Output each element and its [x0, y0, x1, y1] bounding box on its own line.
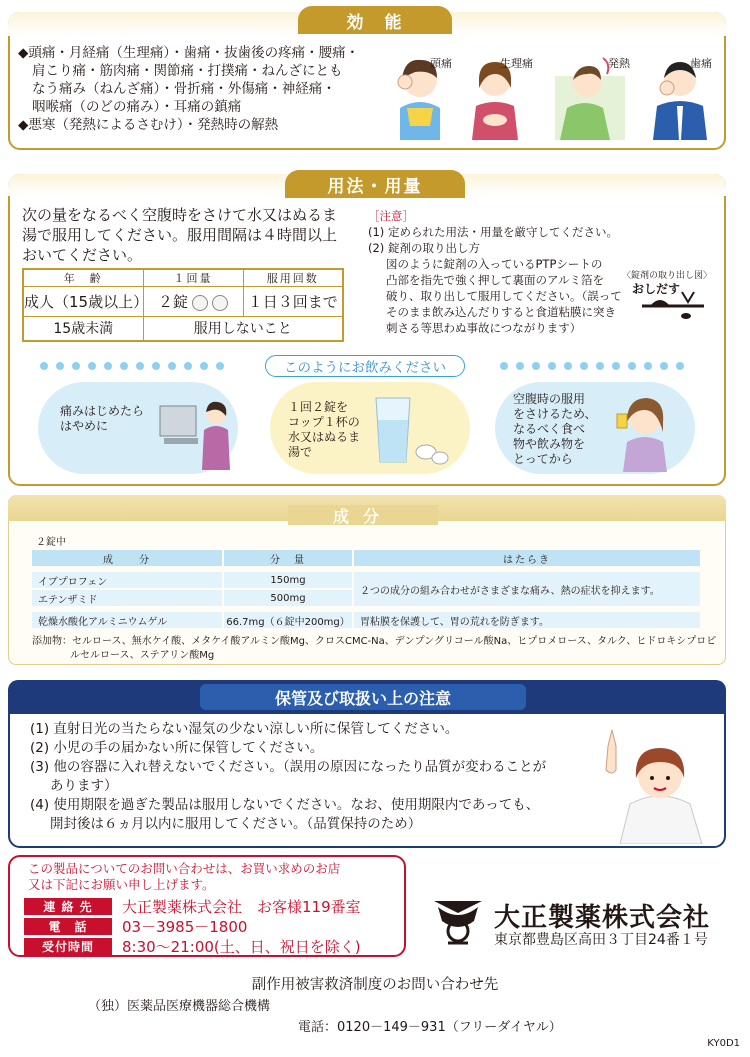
caution-item-2-line-d: そのまま飲み込んだりすると食道粘膜に突き	[386, 305, 616, 319]
contact-box	[8, 855, 406, 957]
eating-woman-illustration	[605, 388, 685, 472]
toothache-label: 歯痛	[690, 57, 712, 70]
ptp-press-illustration	[640, 288, 706, 322]
usage-title: 用法・用量	[285, 170, 465, 198]
storage-item-3-cont: あります）	[50, 778, 118, 794]
contact-label-phone: 電 話	[24, 918, 112, 935]
contact-row-hours	[24, 937, 361, 956]
contact-lead-line-1: この製品についてのお問い合わせは、お買い求めのお店	[28, 861, 341, 876]
storage-item-3: (3) 他の容器に入れ替えないでください。（誤用の原因になったり品質が変わることが	[30, 759, 547, 775]
maker-address: 東京都豊島区高田３丁目24番１号	[494, 932, 708, 948]
usage-lead-line-1: 次の量をなるべく空腹時をさけて水又はぬるま	[22, 206, 338, 224]
caution-item-2-line-c: 破り、取り出して服用してください。（誤って	[386, 289, 622, 303]
usage-lead-line-2: 湯で服用してください。服用間隔は４時間以上	[22, 226, 338, 244]
tablet-icon	[192, 295, 208, 311]
contact-lead	[28, 861, 340, 893]
ingredient-effect-combined: ２つの成分の組み合わせがさまざまな痛み、熱の症状を抑えます。	[354, 572, 700, 606]
dosage-header-dose: １回量	[143, 269, 243, 287]
ingredient-name-ibuprofen: イブプロフェン	[32, 572, 222, 588]
contact-value-company: 大正製薬株式会社 お客様119番室	[122, 898, 361, 916]
maker-name: 大正製薬株式会社	[494, 903, 711, 933]
efficacy-line-5: ◆悪寒（発熱によるさむけ）・発熱時の解熱	[18, 117, 279, 133]
ingredient-amount-ibuprofen: 150mg	[224, 572, 352, 588]
ingredients-header-effect: はたらき	[354, 550, 700, 566]
drink-step-3-text: 空腹時の服用 をさけるため、 なるべく食べ 物や飲み物を とってから	[513, 392, 597, 466]
caution-item-1: (1) 定められた用法・用量を厳守してください。	[368, 225, 618, 239]
ingredients-header-name: 成 分	[32, 550, 222, 566]
caution-title: ［注意］	[368, 209, 414, 223]
storage-item-1: (1) 直射日光の当たらない湿気の少ない涼しい所に保管してください。	[30, 721, 459, 737]
water-glass-icon	[370, 392, 450, 468]
drink-step-1	[38, 382, 238, 474]
caution-item-2-line-e: 刺さる等思わぬ事故につながります）	[386, 321, 582, 335]
dosage-header-times: 服用回数	[243, 269, 343, 287]
dosage-adult-age: 成人（15歳以上）	[23, 287, 143, 317]
dosage-child-note: 服用しないこと	[143, 317, 343, 341]
additives-line-2: ルセルロース、ステアリン酸Mg	[70, 650, 215, 661]
contact-row-phone	[24, 917, 247, 936]
contact-label-hours: 受付時間	[24, 938, 112, 955]
efficacy-text	[18, 44, 368, 134]
tablet-icon	[212, 295, 228, 311]
headache-label: 頭痛	[430, 57, 452, 70]
dosage-adult-dose-text: ２錠	[157, 293, 188, 311]
ingredient-name-ethenzamide: エテンザミド	[32, 590, 222, 606]
contact-value-phone[interactable]: 03－3985－1800	[122, 918, 248, 936]
ingredient-amount-ethenzamide: 500mg	[224, 590, 352, 606]
document-code: KY0D1	[707, 1038, 740, 1049]
contact-row-company	[24, 897, 361, 916]
dots-left	[40, 362, 224, 370]
drink-step-1-text: 痛みはじめたら はやめに	[60, 404, 145, 433]
dosage-header-age: 年 齢	[23, 269, 143, 287]
efficacy-line-4: 咽喉痛（のどの痛み）・耳痛の鎮痛	[32, 99, 242, 115]
caution-item-2-line-b: 凸部を指先で強く押して裏面のアルミ箔を	[386, 273, 605, 287]
storage-item-2: (2) 小児の手の届かない所に保管してください。	[30, 740, 324, 756]
efficacy-title: 効 能	[298, 6, 452, 34]
contact-label-company: 連 絡 先	[24, 898, 112, 915]
relief-tel[interactable]: 電話：0120－149－931（フリーダイヤル）	[298, 1020, 562, 1035]
storage-item-4: (4) 使用期限を過ぎた製品は服用しないでください。なお、使用期限内であっても、	[30, 797, 540, 813]
fever-label: 発熱	[608, 57, 630, 70]
efficacy-line-3: なう痛み（ねんざ痛）・骨折痛・外傷痛・神経痛・	[32, 81, 336, 97]
drink-guide-title: このようにお飲みください	[265, 355, 465, 377]
usage-lead-line-3: おいてください。	[22, 246, 143, 264]
contact-lead-line-2: 又は下記にお願い申し上げます。	[28, 877, 215, 892]
usage-lead	[22, 205, 357, 265]
menstrual-pain-label: 生理痛	[500, 57, 533, 70]
contact-value-hours: 8:30～21:00(土、日、祝日を除く)	[122, 938, 361, 956]
efficacy-line-1: ◆頭痛・月経痛（生理痛）・歯痛・抜歯後の疼痛・腰痛・	[18, 45, 360, 61]
pc-worker-illustration	[158, 392, 238, 470]
ingredient-amount-aluminium-gel: 66.7mg（６錠中200mg）	[224, 612, 352, 628]
efficacy-line-2: 肩こり痛・筋肉痛・関節痛・打撲痛・ねんざにとも	[32, 63, 343, 79]
ptp-figure-caption: 〈錠剤の取り出し図〉	[622, 271, 713, 281]
ingredients-per: ２錠中	[36, 537, 66, 548]
taisho-eagle-logo	[430, 893, 486, 949]
dosage-table	[22, 268, 344, 342]
storage-text	[30, 720, 590, 834]
drink-step-2	[270, 382, 470, 474]
ingredients-title: 成分	[288, 505, 438, 525]
ingredient-name-aluminium-gel: 乾燥水酸化アルミニウムゲル	[32, 612, 222, 628]
drink-step-2-text: １回２錠を コップ１杯の 水又はぬるま 湯で	[288, 400, 361, 459]
dosage-adult-dose	[143, 287, 243, 317]
relief-org: （独）医薬品医療機器総合機構	[88, 999, 271, 1014]
storage-item-4-cont: 開封後は６ヵ月以内に服用してください。（品質保持のため）	[50, 816, 422, 832]
additives-line-1: 添加物：セルロース、無水ケイ酸、メタケイ酸アルミン酸Mg、クロスCMC-Na、デンプングリコール酸Na、ヒプロメロース、タルク、ヒドロキシプロピ	[32, 636, 717, 647]
relief-title: 副作用被害救済制度のお問い合わせ先	[251, 977, 499, 993]
ingredient-effect-aluminium-gel: 胃粘膜を保護して、胃の荒れを防ぎます。	[354, 612, 700, 628]
dosage-child-age: 15歳未満	[23, 317, 143, 341]
dots-right	[500, 362, 684, 370]
ingredients-header-amount: 分 量	[224, 550, 352, 566]
drink-step-3	[495, 382, 695, 474]
storage-title: 保管及び取扱い上の注意	[200, 684, 526, 710]
usage-caution	[368, 208, 630, 336]
pharmacist-illustration	[590, 726, 720, 844]
ptp-figure-label: おしだす	[632, 282, 681, 296]
caution-item-2: (2) 錠剤の取り出し方	[368, 241, 480, 255]
ingredients-table	[30, 548, 702, 630]
caution-item-2-line-a: 図のように錠剤の入っているPTPシートの	[386, 257, 603, 271]
dosage-adult-times: １日３回まで	[243, 287, 343, 317]
